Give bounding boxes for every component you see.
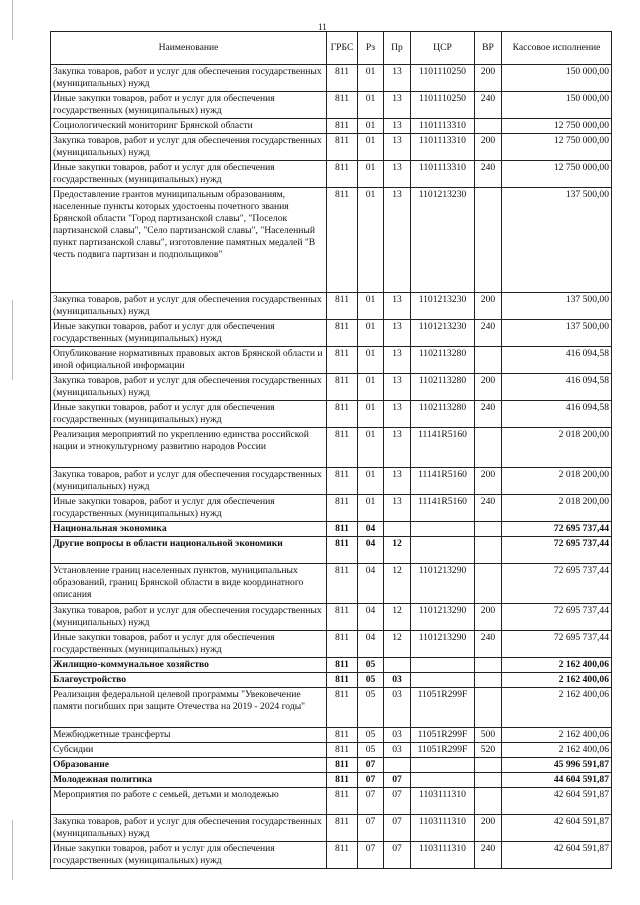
cell-grbs: 811 — [327, 374, 358, 401]
cell-grbs: 811 — [327, 119, 358, 134]
cell-csr: 1101213290 — [411, 631, 475, 658]
table-row — [51, 815, 612, 842]
cell-name: Закупка товаров, работ и услуг для обеспечения государственных (муниципальных) нужд — [51, 604, 327, 631]
cell-grbs: 811 — [327, 401, 358, 428]
table-row — [51, 134, 612, 161]
cell-amount: 2 162 400,06 — [502, 658, 612, 673]
cell-grbs: 811 — [327, 134, 358, 161]
cell-vr: 200 — [475, 815, 502, 842]
cell-pr: 03 — [384, 728, 411, 743]
cell-grbs: 811 — [327, 688, 358, 728]
cell-name: Благоустройство — [51, 673, 327, 688]
cell-grbs: 811 — [327, 522, 358, 537]
cell-vr: 200 — [475, 374, 502, 401]
cell-rz: 01 — [358, 401, 384, 428]
cell-grbs: 811 — [327, 743, 358, 758]
cell-name: Установление границ населенных пунктов, муниципальных образований, границ Брянской области в виде координатного описания — [51, 564, 327, 604]
cell-pr: 13 — [384, 119, 411, 134]
cell-vr — [475, 673, 502, 688]
table-row — [51, 320, 612, 347]
cell-vr — [475, 564, 502, 604]
table-row — [51, 537, 612, 564]
cell-amount: 12 750 000,00 — [502, 119, 612, 134]
cell-amount: 2 018 200,00 — [502, 495, 612, 522]
cell-amount: 12 750 000,00 — [502, 134, 612, 161]
cell-csr: 11051R299F — [411, 743, 475, 758]
cell-csr: 1101113310 — [411, 134, 475, 161]
table-row — [51, 773, 612, 788]
cell-grbs: 811 — [327, 65, 358, 92]
cell-vr: 240 — [475, 495, 502, 522]
cell-amount: 150 000,00 — [502, 65, 612, 92]
cell-amount: 2 162 400,06 — [502, 673, 612, 688]
cell-csr: 1101213290 — [411, 604, 475, 631]
cell-vr — [475, 428, 502, 468]
cell-rz: 01 — [358, 374, 384, 401]
cell-rz: 05 — [358, 743, 384, 758]
cell-name: Предоставление грантов муниципальным образованиям, населенные пункты которых удостоены почетного звания Брянской области "Город партизанской славы", "Поселок партизанской славы", "Село партизанской славы", "Населенный пункт партизанской славы", изготовление памятных медалей "В честь подвига партизан и подпольщиков" — [51, 188, 327, 293]
cell-rz: 07 — [358, 788, 384, 815]
cell-amount: 42 604 591,87 — [502, 788, 612, 815]
header-vr: ВР — [475, 32, 502, 65]
cell-name: Реализация мероприятий по укреплению единства российской нации и этнокультурному развитию народов России — [51, 428, 327, 468]
cell-vr: 200 — [475, 604, 502, 631]
cell-grbs: 811 — [327, 320, 358, 347]
cell-pr — [384, 522, 411, 537]
cell-name: Иные закупки товаров, работ и услуг для обеспечения государственных (муниципальных) нужд — [51, 631, 327, 658]
cell-rz: 01 — [358, 347, 384, 374]
cell-vr: 200 — [475, 293, 502, 320]
table-row — [51, 564, 612, 604]
cell-vr: 200 — [475, 65, 502, 92]
cell-name: Мероприятия по работе с семьей, детьми и молодежью — [51, 788, 327, 815]
cell-amount: 137 500,00 — [502, 293, 612, 320]
cell-name: Межбюджетные трансферты — [51, 728, 327, 743]
cell-pr: 07 — [384, 815, 411, 842]
cell-pr: 03 — [384, 743, 411, 758]
cell-vr: 240 — [475, 631, 502, 658]
cell-vr — [475, 773, 502, 788]
cell-csr: 1101213230 — [411, 320, 475, 347]
cell-pr: 13 — [384, 347, 411, 374]
cell-pr: 07 — [384, 788, 411, 815]
cell-pr: 03 — [384, 688, 411, 728]
cell-pr: 13 — [384, 401, 411, 428]
scan-edge-mark — [12, 0, 13, 40]
cell-name: Иные закупки товаров, работ и услуг для обеспечения государственных (муниципальных) нужд — [51, 92, 327, 119]
cell-amount: 2 162 400,06 — [502, 688, 612, 728]
cell-name: Субсидии — [51, 743, 327, 758]
cell-rz: 04 — [358, 564, 384, 604]
table-row — [51, 347, 612, 374]
cell-amount: 44 604 591,87 — [502, 773, 612, 788]
cell-vr: 240 — [475, 161, 502, 188]
table-row — [51, 401, 612, 428]
cell-amount: 12 750 000,00 — [502, 161, 612, 188]
cell-name: Закупка товаров, работ и услуг для обеспечения государственных (муниципальных) нужд — [51, 815, 327, 842]
cell-rz: 01 — [358, 65, 384, 92]
cell-vr — [475, 347, 502, 374]
cell-pr: 13 — [384, 134, 411, 161]
cell-csr: 1103111310 — [411, 842, 475, 869]
cell-grbs: 811 — [327, 788, 358, 815]
cell-name: Национальная экономика — [51, 522, 327, 537]
cell-vr: 520 — [475, 743, 502, 758]
table-row — [51, 758, 612, 773]
cell-name: Иные закупки товаров, работ и услуг для обеспечения государственных (муниципальных) нужд — [51, 161, 327, 188]
cell-name: Образование — [51, 758, 327, 773]
cell-csr: 1103111310 — [411, 788, 475, 815]
cell-rz: 01 — [358, 188, 384, 293]
cell-pr: 03 — [384, 673, 411, 688]
cell-amount: 416 094,58 — [502, 347, 612, 374]
cell-pr: 13 — [384, 188, 411, 293]
cell-pr: 13 — [384, 92, 411, 119]
cell-pr: 13 — [384, 293, 411, 320]
cell-vr — [475, 522, 502, 537]
cell-name: Реализация федеральной целевой программы "Увековечение памяти погибших при защите Отечества на 2019 - 2024 годы" — [51, 688, 327, 728]
cell-grbs: 811 — [327, 188, 358, 293]
cell-csr — [411, 522, 475, 537]
cell-rz: 05 — [358, 688, 384, 728]
cell-name: Иные закупки товаров, работ и услуг для обеспечения государственных (муниципальных) нужд — [51, 842, 327, 869]
cell-rz: 05 — [358, 658, 384, 673]
cell-rz: 07 — [358, 842, 384, 869]
cell-csr: 1101213230 — [411, 293, 475, 320]
cell-grbs: 811 — [327, 564, 358, 604]
header-name: Наименование — [51, 32, 327, 65]
cell-amount: 72 695 737,44 — [502, 604, 612, 631]
table-row — [51, 673, 612, 688]
cell-name: Закупка товаров, работ и услуг для обеспечения государственных (муниципальных) нужд — [51, 293, 327, 320]
cell-csr: 1102113280 — [411, 401, 475, 428]
table-row — [51, 119, 612, 134]
cell-vr: 200 — [475, 134, 502, 161]
cell-amount: 72 695 737,44 — [502, 522, 612, 537]
cell-name: Закупка товаров, работ и услуг для обеспечения государственных (муниципальных) нужд — [51, 374, 327, 401]
cell-grbs: 811 — [327, 92, 358, 119]
cell-csr — [411, 773, 475, 788]
table-row — [51, 65, 612, 92]
cell-pr: 07 — [384, 773, 411, 788]
header-csr: ЦСР — [411, 32, 475, 65]
cell-csr: 1101213290 — [411, 564, 475, 604]
cell-rz: 07 — [358, 815, 384, 842]
table-row — [51, 604, 612, 631]
cell-csr — [411, 758, 475, 773]
cell-amount: 2 018 200,00 — [502, 468, 612, 495]
cell-amount: 2 018 200,00 — [502, 428, 612, 468]
table-row — [51, 428, 612, 468]
cell-grbs: 811 — [327, 161, 358, 188]
cell-rz: 01 — [358, 468, 384, 495]
cell-csr: 11141R5160 — [411, 428, 475, 468]
cell-amount: 2 162 400,06 — [502, 728, 612, 743]
cell-vr — [475, 788, 502, 815]
cell-grbs: 811 — [327, 673, 358, 688]
header-amount: Кассовое исполнение — [502, 32, 612, 65]
cell-grbs: 811 — [327, 773, 358, 788]
cell-name: Закупка товаров, работ и услуг для обеспечения государственных (муниципальных) нужд — [51, 65, 327, 92]
cell-pr: 07 — [384, 842, 411, 869]
cell-rz: 01 — [358, 119, 384, 134]
table-row — [51, 188, 612, 293]
cell-rz: 01 — [358, 495, 384, 522]
cell-rz: 04 — [358, 522, 384, 537]
cell-pr: 13 — [384, 65, 411, 92]
cell-grbs: 811 — [327, 537, 358, 564]
cell-vr — [475, 188, 502, 293]
table-row — [51, 468, 612, 495]
cell-name: Иные закупки товаров, работ и услуг для обеспечения государственных (муниципальных) нужд — [51, 320, 327, 347]
cell-grbs: 811 — [327, 428, 358, 468]
header-grbs: ГРБС — [327, 32, 358, 65]
cell-grbs: 811 — [327, 631, 358, 658]
cell-pr: 12 — [384, 537, 411, 564]
cell-pr: 13 — [384, 374, 411, 401]
cell-grbs: 811 — [327, 347, 358, 374]
table-row — [51, 522, 612, 537]
cell-grbs: 811 — [327, 468, 358, 495]
table-row — [51, 495, 612, 522]
table-row — [51, 293, 612, 320]
cell-amount: 42 604 591,87 — [502, 815, 612, 842]
header-rz: Рз — [358, 32, 384, 65]
cell-name: Иные закупки товаров, работ и услуг для обеспечения государственных (муниципальных) нужд — [51, 495, 327, 522]
cell-name: Опубликование нормативных правовых актов Брянской области и иной официальной информации — [51, 347, 327, 374]
cell-pr — [384, 758, 411, 773]
table-row — [51, 92, 612, 119]
cell-amount: 416 094,58 — [502, 374, 612, 401]
cell-amount: 137 500,00 — [502, 320, 612, 347]
cell-vr — [475, 658, 502, 673]
table-row — [51, 788, 612, 815]
cell-csr: 11051R299F — [411, 688, 475, 728]
cell-pr — [384, 658, 411, 673]
page-number: 11 — [318, 22, 327, 32]
table-row — [51, 728, 612, 743]
cell-name: Социологический мониторинг Брянской области — [51, 119, 327, 134]
cell-rz: 04 — [358, 604, 384, 631]
cell-rz: 04 — [358, 631, 384, 658]
cell-pr: 13 — [384, 468, 411, 495]
cell-grbs: 811 — [327, 842, 358, 869]
cell-pr: 13 — [384, 495, 411, 522]
cell-csr — [411, 537, 475, 564]
table-row — [51, 658, 612, 673]
cell-csr: 1101113310 — [411, 161, 475, 188]
cell-pr: 12 — [384, 631, 411, 658]
cell-name: Жилищно-коммунальное хозяйство — [51, 658, 327, 673]
cell-rz: 01 — [358, 92, 384, 119]
cell-name: Закупка товаров, работ и услуг для обеспечения государственных (муниципальных) нужд — [51, 134, 327, 161]
cell-rz: 04 — [358, 537, 384, 564]
table-row — [51, 631, 612, 658]
cell-vr: 200 — [475, 468, 502, 495]
cell-amount: 42 604 591,87 — [502, 842, 612, 869]
cell-name: Другие вопросы в области национальной экономики — [51, 537, 327, 564]
budget-execution-table — [50, 31, 612, 869]
cell-rz: 01 — [358, 320, 384, 347]
cell-rz: 05 — [358, 673, 384, 688]
cell-grbs: 811 — [327, 495, 358, 522]
cell-amount: 45 996 591,87 — [502, 758, 612, 773]
cell-pr: 12 — [384, 564, 411, 604]
cell-vr — [475, 537, 502, 564]
cell-rz: 07 — [358, 758, 384, 773]
cell-grbs: 811 — [327, 758, 358, 773]
cell-vr: 240 — [475, 320, 502, 347]
cell-rz: 01 — [358, 161, 384, 188]
table-header-row — [51, 32, 612, 65]
cell-amount: 72 695 737,44 — [502, 631, 612, 658]
cell-vr: 240 — [475, 842, 502, 869]
cell-csr: 1103111310 — [411, 815, 475, 842]
cell-name: Иные закупки товаров, работ и услуг для обеспечения государственных (муниципальных) нужд — [51, 401, 327, 428]
cell-csr: 1102113280 — [411, 347, 475, 374]
table-row — [51, 743, 612, 758]
cell-grbs: 811 — [327, 293, 358, 320]
cell-csr: 11051R299F — [411, 728, 475, 743]
cell-pr: 13 — [384, 161, 411, 188]
cell-csr: 1101113310 — [411, 119, 475, 134]
cell-amount: 72 695 737,44 — [502, 564, 612, 604]
header-pr: Пр — [384, 32, 411, 65]
cell-rz: 01 — [358, 134, 384, 161]
cell-vr — [475, 119, 502, 134]
cell-amount: 416 094,58 — [502, 401, 612, 428]
cell-grbs: 811 — [327, 815, 358, 842]
cell-rz: 05 — [358, 728, 384, 743]
cell-name: Молодежная политика — [51, 773, 327, 788]
cell-csr: 1102113280 — [411, 374, 475, 401]
cell-name: Закупка товаров, работ и услуг для обеспечения государственных (муниципальных) нужд — [51, 468, 327, 495]
cell-vr — [475, 758, 502, 773]
cell-amount: 72 695 737,44 — [502, 537, 612, 564]
table-row — [51, 374, 612, 401]
scan-edge-mark — [12, 300, 13, 380]
cell-pr: 12 — [384, 604, 411, 631]
cell-csr: 11141R5160 — [411, 468, 475, 495]
cell-amount: 150 000,00 — [502, 92, 612, 119]
cell-grbs: 811 — [327, 658, 358, 673]
cell-rz: 01 — [358, 428, 384, 468]
cell-rz: 07 — [358, 773, 384, 788]
cell-amount: 137 500,00 — [502, 188, 612, 293]
cell-vr: 500 — [475, 728, 502, 743]
cell-csr — [411, 673, 475, 688]
cell-pr: 13 — [384, 320, 411, 347]
cell-amount: 2 162 400,06 — [502, 743, 612, 758]
table-row — [51, 688, 612, 728]
cell-vr: 240 — [475, 92, 502, 119]
cell-grbs: 811 — [327, 604, 358, 631]
scan-edge-mark — [12, 820, 13, 880]
cell-csr: 11141R5160 — [411, 495, 475, 522]
cell-csr: 1101110250 — [411, 65, 475, 92]
cell-grbs: 811 — [327, 728, 358, 743]
cell-csr: 1101110250 — [411, 92, 475, 119]
cell-pr: 13 — [384, 428, 411, 468]
cell-vr: 240 — [475, 401, 502, 428]
cell-csr: 1101213230 — [411, 188, 475, 293]
cell-csr — [411, 658, 475, 673]
table-row — [51, 842, 612, 869]
cell-vr — [475, 688, 502, 728]
cell-rz: 01 — [358, 293, 384, 320]
table-row — [51, 161, 612, 188]
